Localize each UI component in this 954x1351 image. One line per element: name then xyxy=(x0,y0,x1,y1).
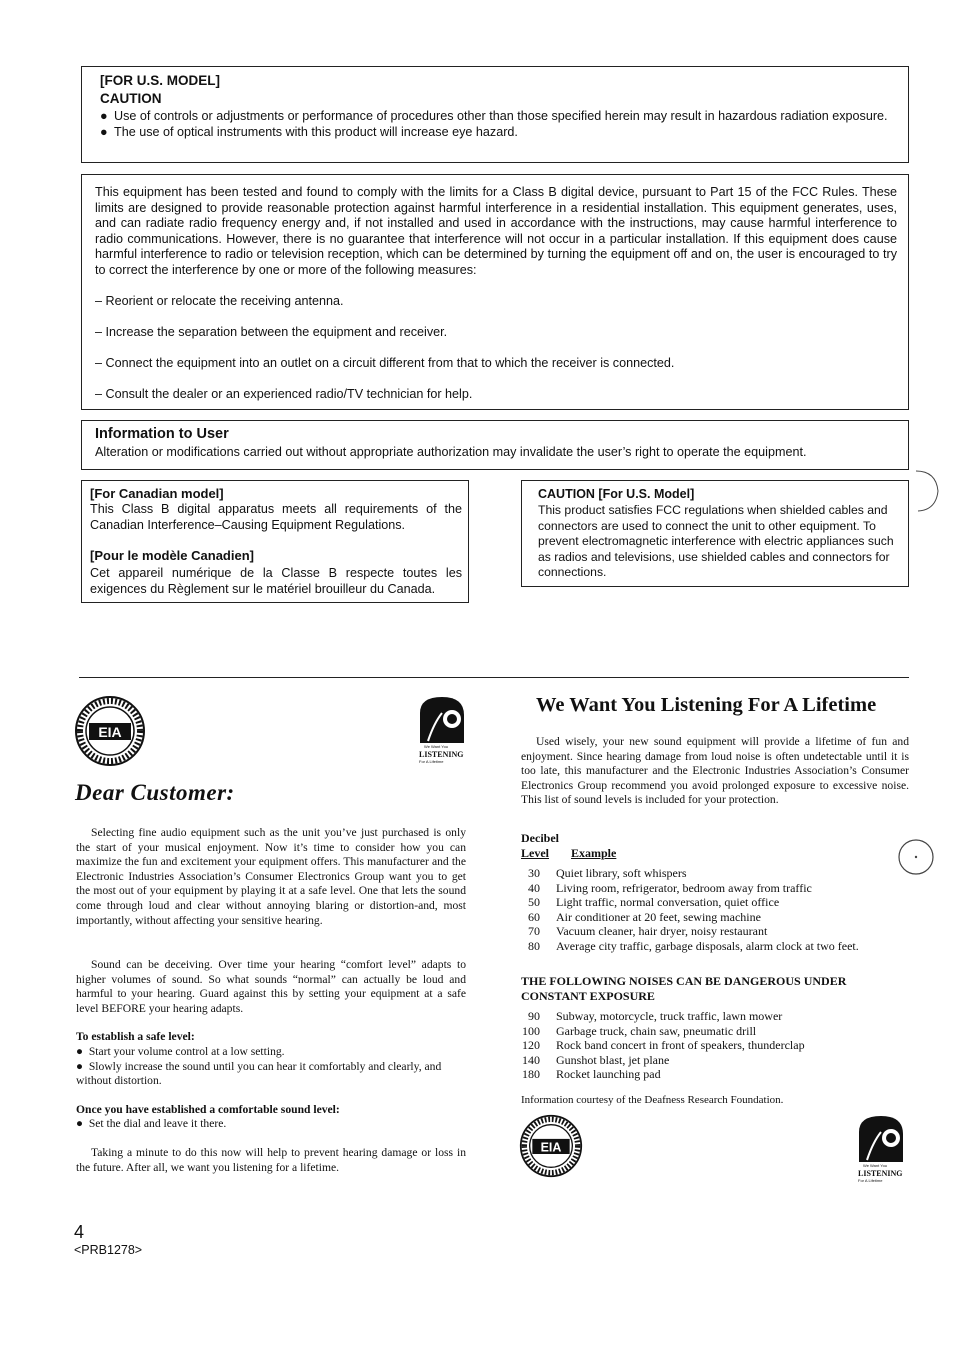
table-row: 80 Average city traffic, garbage disposals, alarm clock at two feet. xyxy=(528,938,859,953)
canadian-box xyxy=(81,480,469,603)
danger-table xyxy=(506,1009,866,1082)
lifetime-title: We Want You Listening For A Lifetime xyxy=(536,694,877,716)
caution-us-model-box xyxy=(521,480,909,587)
canadian-text: This Class B digital apparatus meets all requirements of the Canadian Interference–Causing Equipment Regulations. xyxy=(90,502,462,532)
table-row: 140 Gunshot blast, jet plane xyxy=(522,1052,670,1067)
us-caution-list xyxy=(100,109,900,140)
table-row: 30 Quiet library, soft whispers xyxy=(528,866,687,880)
list-item: ● Start your volume control at a low setting. xyxy=(76,1045,285,1058)
danger-title: THE FOLLOWING NOISES CAN BE DANGEROUS UNDER CONSTANT EXPOSURE xyxy=(521,974,847,1003)
punch-hole-mark xyxy=(898,833,938,879)
dear-customer-title: Dear Customer: xyxy=(75,780,235,805)
fcc-measure: – Consult the dealer or an experienced radio/TV technician for help. xyxy=(95,387,473,401)
list-item: ● Set the dial and leave it there. xyxy=(76,1117,227,1130)
eia-logo-text: EIA xyxy=(98,724,122,740)
listening-sub-text: For A Lifetime xyxy=(419,759,444,764)
fcc-paragraph: This equipment has been tested and found to comply with the limits for a Class B digital device, pursuant to Part 15 of the FCC Rules. These limits are designed to provide reasonable protection against harmful interference in a residential installation. This equipment generates, uses, and can radiate radio frequency energy and, if not installed and used in accordance with the instructions, may cause harmful interference to radio communications. However, there is no guarantee that interference will not occur in a particular installation. If this equipment does cause harmful interference to radio or television reception, which can be determined by turning the equipment off and on, the user is encouraged to try to correct the interference by one or more of the following measures: xyxy=(95,185,897,277)
dear-para-1: Selecting fine audio equipment such as the unit you’ve just purchased is only the start of your musical enjoyment. Now it’s time to consider how you can maximize the fun and excitement your equipment offers. This manufacturer and the Electronic Industries Association’s Consumer Electronics Group want you to get the most out of your equipment by playing it at a safe level. One that lets the sound come through loud and clear without annoying blaring or distortion-and, most importantly, without affecting your sensitive hearing. xyxy=(76,826,466,927)
establish-title: To establish a safe level: xyxy=(76,1030,195,1043)
punch-hole-mark xyxy=(906,466,946,516)
bullet-icon: ● xyxy=(76,1059,89,1073)
example-header: Example xyxy=(571,846,617,860)
table-row: 120 Rock band concert in front of speakers, thunderclap xyxy=(522,1038,805,1053)
fcc-notice-box xyxy=(81,174,909,410)
us-caution-box xyxy=(81,66,909,163)
listening-small-text: We Want You xyxy=(863,1163,888,1168)
table-row: 50 Light traffic, normal conversation, quiet office xyxy=(528,895,780,910)
listening-small-text: We Want You xyxy=(424,744,449,749)
info-user-text: Alteration or modifications carried out without appropriate authorization may invalidate the user’s right to operate the equipment. xyxy=(95,445,807,459)
caution-us-model-title: CAUTION [For U.S. Model] xyxy=(538,487,695,501)
eia-logo-text: EIA xyxy=(540,1140,562,1155)
canadian-title: [For Canadian model] xyxy=(90,486,224,501)
once-list xyxy=(76,1117,226,1132)
list-item: ● Slowly increase the sound until you can hear it comfortably and clearly, and without distortion. xyxy=(76,1059,442,1088)
canadian-title-fr: [Pour le modèle Canadien] xyxy=(90,548,254,563)
listening-word: LISTENING xyxy=(858,1169,903,1178)
table-row: 40 Living room, refrigerator, bedroom away from traffic xyxy=(528,880,812,895)
decibel-header: Decibel Level xyxy=(521,831,559,860)
fcc-measure: – Reorient or relocate the receiving antenna. xyxy=(95,294,344,308)
listening-word: LISTENING xyxy=(419,750,464,759)
courtesy-note: Information courtesy of the Deafness Research Foundation. xyxy=(521,1094,784,1106)
canadian-text-fr: Cet appareil numérique de la Classe B respecte toutes les exigences du Règlement sur le matériel brouilleur du Canada. xyxy=(90,566,462,596)
table-row: 60 Air conditioner at 20 feet, sewing machine xyxy=(528,909,761,924)
caution-us-model-text: This product satisfies FCC regulations when shielded cables and connectors are used to connect the unit to other equipment. To prevent electromagnetic interference with electric appliances such as radios and televisions, use shielded cables and connectors for connections. xyxy=(538,503,894,580)
listening-logo xyxy=(414,693,470,765)
document-code: <PRB1278> xyxy=(74,1243,143,1257)
us-caution-heading: [FOR U.S. MODEL] xyxy=(100,73,220,88)
info-user-title: Information to User xyxy=(95,426,229,442)
fcc-measure: – Increase the separation between the equipment and receiver. xyxy=(95,325,448,339)
bullet-icon: ● xyxy=(76,1117,89,1130)
table-row: 70 Vacuum cleaner, hair dryer, noisy restaurant xyxy=(528,924,768,939)
eia-logo xyxy=(74,695,146,767)
page-number: 4 xyxy=(74,1222,85,1242)
lifetime-intro: Used wisely, your new sound equipment will provide a lifetime of fun and enjoyment. Since hearing damage from loud noise is often undetectable until it is too late, this manufacturer and the Electronic Industries Association’s Consumer Electronics Group recommend you avoid prolonged exposure to excessive noise. This list of sound levels is included for your protection. xyxy=(521,735,909,807)
dear-closing: Taking a minute to do this now will help to prevent hearing damage or loss in the future. After all, we want you listening for a lifetime. xyxy=(76,1146,466,1174)
establish-list xyxy=(76,1045,466,1089)
bullet-icon: ● xyxy=(76,1045,89,1058)
dear-para-2: Sound can be deceiving. Over time your hearing “comfort level” adapts to higher volumes of sound. So what sounds “normal” can actually be loud and harmful to your hearing. Guard against this by setting your equipment at a safe level BEFORE your hearing adapts. xyxy=(76,958,466,1015)
table-row: 180 Rocket launching pad xyxy=(522,1067,661,1082)
eia-logo xyxy=(519,1114,583,1178)
levels-table xyxy=(506,866,866,954)
listening-sub-text: For A Lifetime xyxy=(858,1178,883,1183)
list-item: ● Use of controls or adjustments or performance of procedures other than those specified herein may result in hazardous radiation exposure. xyxy=(100,109,888,123)
table-row: 100 Garbage truck, chain saw, pneumatic drill xyxy=(522,1023,757,1038)
fcc-measure: – Connect the equipment into an outlet on a circuit different from that to which the receiver is connected. xyxy=(95,356,675,370)
section-divider xyxy=(79,677,909,678)
us-caution-title: CAUTION xyxy=(100,91,162,106)
bullet-icon: ● xyxy=(100,109,108,123)
info-user-box xyxy=(81,420,909,470)
table-row: 90 Subway, motorcycle, truck traffic, lawn mower xyxy=(528,1009,783,1023)
listening-logo xyxy=(853,1112,909,1184)
once-title: Once you have established a comfortable sound level: xyxy=(76,1103,340,1116)
list-item: ● The use of optical instruments with this product will increase eye hazard. xyxy=(100,124,518,139)
bullet-icon: ● xyxy=(100,124,108,139)
